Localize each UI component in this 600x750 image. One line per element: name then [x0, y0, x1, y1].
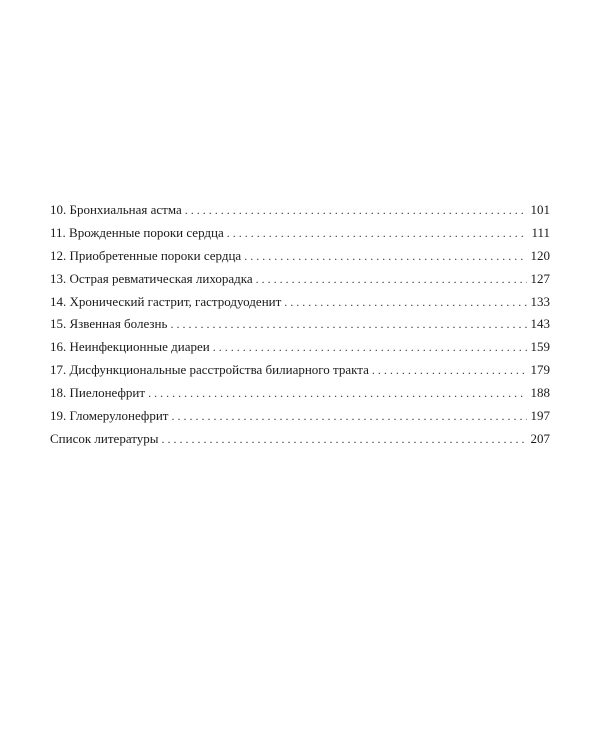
toc-entry-title: 10. Бронхиальная астма — [50, 202, 182, 217]
toc-entry-page: 120 — [530, 247, 550, 263]
toc-entry-page: 207 — [530, 430, 550, 446]
toc-entry-title: 12. Приобретенные пороки сердца — [50, 247, 242, 263]
toc-dot-leader — [284, 291, 526, 314]
toc-entry-16 — [50, 336, 550, 359]
toc-entry-title: 16. Неинфекционные диареи — [50, 339, 210, 355]
toc-dot-leader — [171, 405, 526, 428]
toc-entry-page: 197 — [530, 408, 550, 424]
toc-dot-leader — [162, 428, 527, 451]
toc-dot-leader — [244, 245, 526, 268]
toc-dot-leader — [227, 222, 528, 245]
toc-dot-leader — [148, 382, 526, 405]
toc-entry-17 — [50, 359, 550, 382]
toc-entry-page: 111 — [531, 224, 550, 240]
toc-entry-title: 13. Острая ревматическая лихорадка — [50, 270, 253, 286]
toc-entry-page: 159 — [530, 339, 550, 355]
toc-dot-leader — [256, 268, 527, 291]
toc-entry-title: 15. Язвенная болезнь — [50, 316, 168, 332]
toc-entry-title: 17. Дисфункциональные расстройства билиарного тракта — [50, 362, 369, 378]
toc-entry-title: 18. Пиелонефрит — [50, 385, 146, 401]
toc-entry-title: 14. Хронический гастрит, гастродуоденит — [50, 293, 282, 309]
toc-entry-19 — [50, 405, 550, 428]
table-of-contents — [50, 199, 550, 451]
toc-dot-leader — [213, 336, 527, 359]
toc-entry-10 — [50, 199, 550, 222]
toc-entry-12 — [50, 245, 550, 268]
toc-entry-references — [50, 428, 550, 451]
toc-entry-page: 127 — [530, 270, 550, 286]
toc-entry-title: Список литературы — [50, 430, 159, 446]
toc-entry-13 — [50, 268, 550, 291]
toc-entry-title: 19. Гломерулонефрит — [50, 408, 169, 424]
toc-entry-title: 11. Врожденные пороки сердца — [50, 224, 224, 240]
toc-dot-leader — [372, 359, 527, 382]
toc-entry-14 — [50, 291, 550, 314]
toc-entry-15 — [50, 313, 550, 336]
toc-entry-page: 188 — [530, 385, 550, 401]
toc-entry-11 — [50, 222, 550, 245]
toc-entry-page: 179 — [530, 362, 550, 378]
toc-dot-leader — [185, 199, 527, 222]
toc-entry-page: 143 — [530, 316, 550, 332]
toc-entry-18 — [50, 382, 550, 405]
toc-dot-leader — [170, 313, 526, 336]
toc-entry-page: 133 — [530, 293, 550, 309]
toc-entry-page: 101 — [530, 202, 550, 217]
